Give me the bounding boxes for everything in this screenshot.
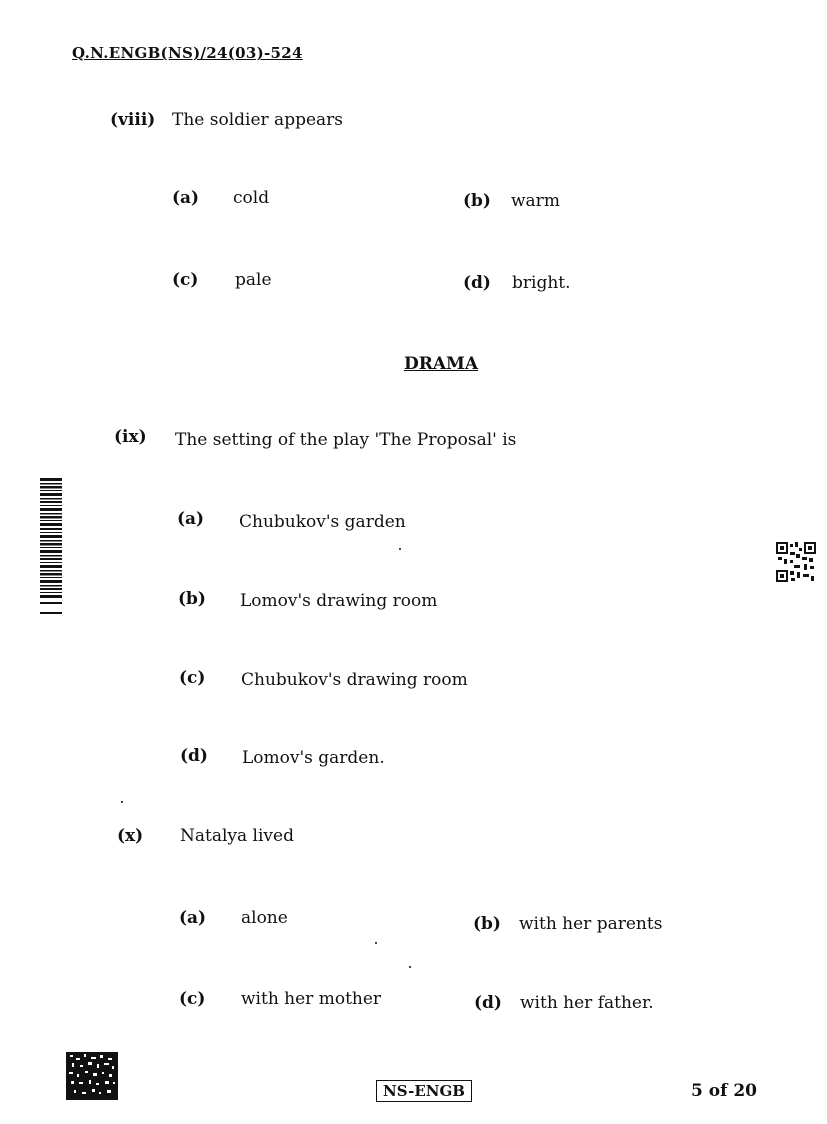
scan-speck [409,966,411,968]
question-number: (viii) [110,110,156,130]
option-label: (c) [179,668,206,688]
document-code: Q.N.ENGB(NS)/24(03)-524 [72,44,303,62]
option-label: (c) [172,270,199,290]
option-text: alone [241,908,288,928]
option-label: (b) [178,589,206,609]
option-text: bright. [512,273,571,293]
question-text: Natalya lived [180,826,294,846]
option-text: Chubukov's garden [239,512,406,532]
option-label: (c) [179,989,206,1009]
footer-code: NS-ENGB [376,1080,472,1102]
option-text: Lomov's drawing room [240,591,438,611]
option-text: pale [235,270,272,290]
question-text: The soldier appears [172,110,344,130]
option-text: cold [233,188,270,208]
option-label: (a) [172,188,200,208]
option-text: Lomov's garden. [242,748,385,768]
option-label: (a) [179,908,207,928]
qr-code-icon [66,1052,118,1100]
option-label: (a) [177,509,205,529]
question-number: (ix) [114,427,147,447]
option-label: (d) [463,273,491,293]
option-label: (b) [463,191,491,211]
qr-code-icon [776,542,816,582]
scan-speck [399,548,401,550]
option-text: with her parents [519,914,663,934]
option-label: (d) [474,993,502,1013]
page-number: 5 of 20 [691,1081,757,1101]
option-text: with her mother [241,989,382,1009]
option-text: with her father. [520,993,654,1013]
section-title: DRAMA [404,354,479,374]
option-label: (b) [473,914,501,934]
scan-speck [375,942,377,944]
option-text: warm [511,191,560,211]
scan-speck [121,801,123,803]
question-number: (x) [117,826,144,846]
option-text: Chubukov's drawing room [241,670,468,690]
barcode-icon [40,478,62,616]
question-text: The setting of the play 'The Proposal' is [175,430,517,450]
option-label: (d) [180,746,208,766]
